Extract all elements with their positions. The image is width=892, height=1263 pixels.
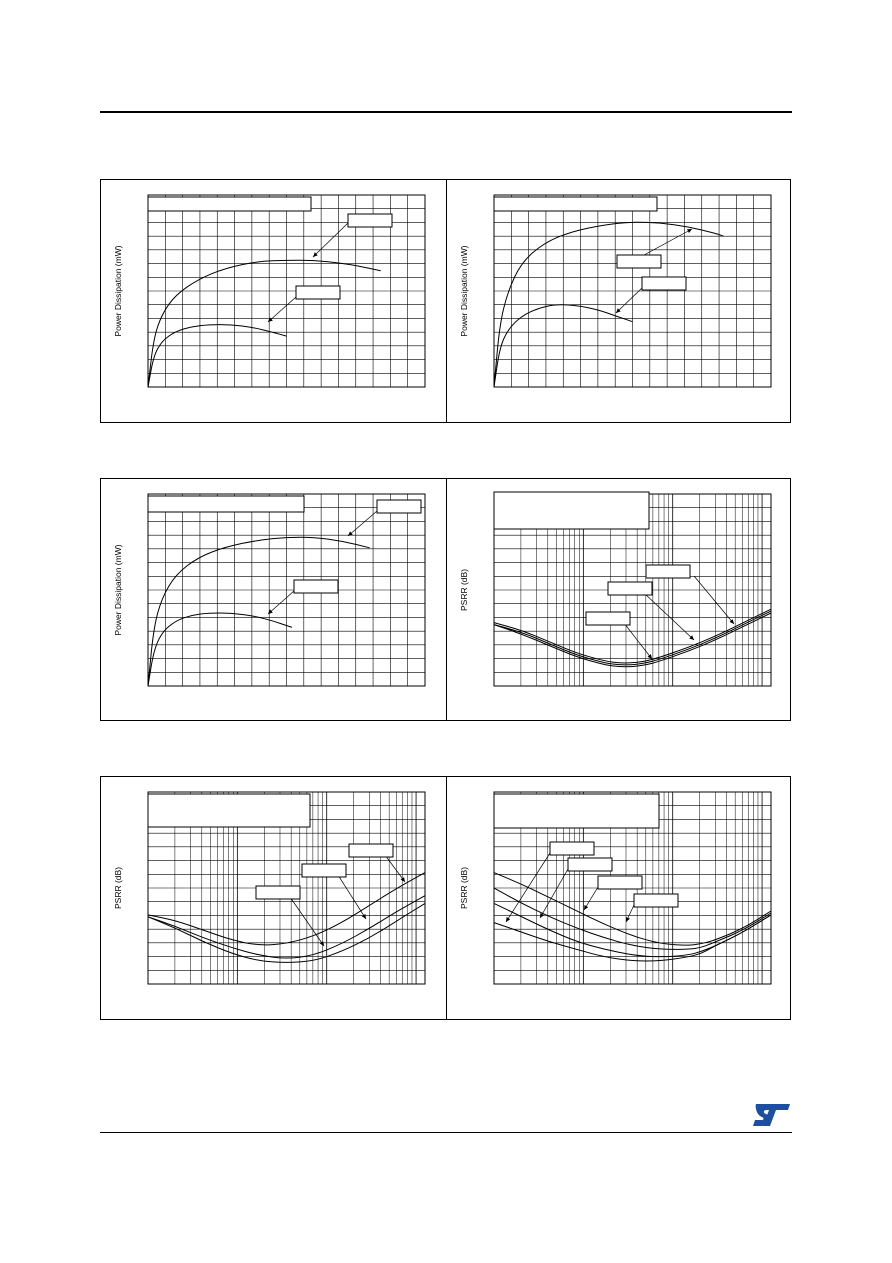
callout-box-3 <box>349 844 393 857</box>
callout-box-1 <box>550 842 594 855</box>
panel-divider <box>446 180 447 422</box>
legend-box <box>148 794 310 827</box>
series-line-1 <box>148 873 425 945</box>
series-line-2 <box>148 896 425 958</box>
callout-box-1 <box>617 255 661 268</box>
plot-grid <box>148 494 425 686</box>
callout-arrowhead-3 <box>401 877 405 882</box>
callout-arrowhead-1 <box>506 917 510 922</box>
callout-box-2 <box>608 582 652 595</box>
chart-psrr-2 <box>108 782 438 994</box>
callout-box-3 <box>598 876 642 889</box>
series-line-3 <box>148 903 425 962</box>
callout-arrowhead-3 <box>584 905 588 910</box>
series-line-2 <box>148 613 292 686</box>
series-line-1 <box>148 537 370 686</box>
st-logo-shape <box>753 1104 790 1126</box>
plot-grid <box>494 195 771 387</box>
series-line-2 <box>494 611 771 665</box>
callout-leader-2 <box>616 288 642 313</box>
legend-box <box>148 197 311 211</box>
legend-box <box>148 496 304 512</box>
legend-box <box>494 492 649 529</box>
callout-leader-1 <box>624 623 652 659</box>
st-logo-icon <box>752 1102 792 1128</box>
series-line-2 <box>494 888 771 949</box>
callout-leader-2 <box>338 875 366 919</box>
callout-arrowhead-1 <box>320 941 324 946</box>
callout-box-4 <box>634 894 678 907</box>
callout-box-2 <box>302 864 346 877</box>
callout-box-2 <box>296 286 340 299</box>
footer-rule <box>100 1132 792 1133</box>
chart-power-dissipation-3 <box>108 484 438 696</box>
callout-leader-2 <box>268 591 294 614</box>
callout-box-2 <box>294 580 338 593</box>
legend-box <box>494 197 657 211</box>
callout-box-2 <box>642 277 686 290</box>
callout-leader-3 <box>694 576 734 624</box>
chart-psrr-1 <box>454 484 784 696</box>
y-axis-label: PSRR (dB) <box>459 568 469 612</box>
header-rule <box>100 111 792 113</box>
chart-power-dissipation-2 <box>454 185 784 397</box>
legend-box <box>494 794 659 828</box>
callout-leader-2 <box>644 593 694 640</box>
callout-leader-2 <box>540 869 568 918</box>
y-axis-label: Power Dissipation (mW) <box>113 544 123 636</box>
callout-box-1 <box>586 612 630 625</box>
callout-leader-1 <box>644 229 692 255</box>
y-axis-label: PSRR (dB) <box>113 866 123 910</box>
series-line-4 <box>494 915 771 961</box>
callout-box-1 <box>377 500 421 513</box>
chart-psrr-3 <box>454 782 784 994</box>
callout-leader-1 <box>348 511 377 536</box>
series-line-3 <box>494 903 771 956</box>
panel-divider <box>446 479 447 720</box>
callout-box-1 <box>348 214 392 227</box>
panel-divider <box>446 777 447 1019</box>
y-axis-label: Power Dissipation (mW) <box>459 245 469 337</box>
chart-power-dissipation-1 <box>108 185 438 397</box>
callout-leader-1 <box>313 223 348 257</box>
y-axis-label: Power Dissipation (mW) <box>113 245 123 337</box>
callout-box-1 <box>256 886 300 899</box>
callout-box-3 <box>646 565 690 578</box>
y-axis-label: PSRR (dB) <box>459 866 469 910</box>
callout-arrowhead-1 <box>648 654 653 659</box>
callout-box-2 <box>568 858 612 871</box>
callout-arrowhead-2 <box>362 914 366 919</box>
